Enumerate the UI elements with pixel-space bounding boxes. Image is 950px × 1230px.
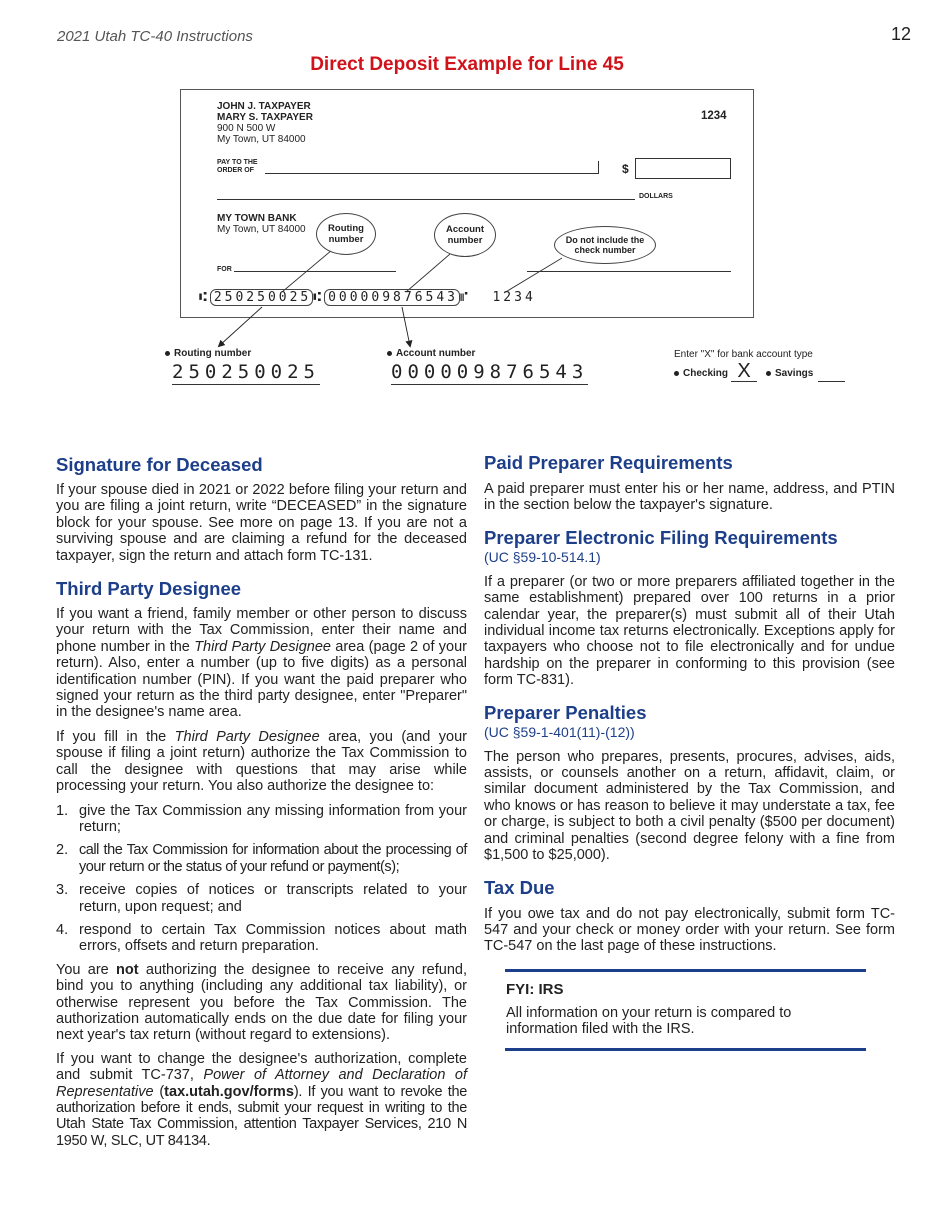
- preparer-penalties-citation: (UC §59-1-401(11)-(12)): [484, 723, 635, 740]
- preparer-efile-text: If a preparer (or two or more preparers affiliated together in the same establishment) prepared over 100 returns in a prior calendar year, the preparer(s) must submit all of their Utah individual income tax returns electronically. Exceptions apply for taxpayers who choose not to file electronically and for undue hardship on the preparer in conforming to this provision (see form TC-831).: [484, 573, 895, 689]
- dollars-label: DOLLARS: [639, 193, 673, 200]
- micr-routing: 250250025: [210, 289, 313, 306]
- right-column: [484, 452, 895, 955]
- pay-to-label-2: ORDER OF: [217, 167, 254, 174]
- preparer-efile-heading: Preparer Electronic Filing Requirements: [484, 526, 838, 548]
- third-party-designee-heading: Third Party Designee: [56, 578, 242, 600]
- bubble-no-check-number: Do not include the check number: [554, 226, 656, 264]
- fyi-text: All information on your return is compared to information filed with the IRS.: [506, 1005, 792, 1038]
- account-type-prompt: Enter "X" for bank account type: [674, 349, 813, 360]
- tax-due-heading: Tax Due: [484, 876, 555, 898]
- micr-onus-symbol: ⑈: [460, 290, 471, 305]
- for-label: FOR: [217, 266, 232, 273]
- account-label: Account number: [387, 348, 475, 359]
- list-item: 1. give the Tax Commission any missing information from your return;: [56, 802, 467, 835]
- bullet-icon: [165, 351, 170, 356]
- bullet-icon: [387, 351, 392, 356]
- tax-due-text: If you owe tax and do not pay electronically, submit form TC-547 and your check or money order with your return. See form TC-547 on the last page of these instructions.: [484, 905, 895, 955]
- list-item: 4. respond to certain Tax Commission notices about math errors, offsets and return preparation.: [56, 921, 467, 955]
- bullet-icon: [766, 371, 771, 376]
- fyi-top-rule: [505, 969, 866, 972]
- routing-value: 250250025: [172, 361, 320, 383]
- account-value: 000009876543: [391, 361, 589, 383]
- savings-label: Savings: [766, 368, 813, 379]
- pay-to-label-1: PAY TO THE: [217, 159, 258, 166]
- payer-address: 900 N 500 W: [217, 123, 276, 134]
- paid-preparer-heading: Paid Preparer Requirements: [484, 452, 733, 473]
- third-party-designee-p4: If you want to change the designee's authorization, complete and submit TC-737, Power of Attorney and Declaration of Representative (tax.utah.gov/forms). If you want to revoke the authorization before it ends, submit your request in writing to the Utah State Tax Commission, attention Taxpayer Services, 210 N 1950 W, SLC, UT 84134.: [56, 1050, 468, 1149]
- micr-transit-symbol: ⑆: [199, 290, 210, 305]
- preparer-penalties-heading: Preparer Penalties: [484, 701, 647, 723]
- payer-name-2: MARY S. TAXPAYER: [217, 112, 313, 123]
- third-party-designee-p3: You are not authorizing the designee to receive any refund, bind you to anything (including any additional tax liability), or otherwise represent you before the Tax Commission. The authorization automatically ends on the due date for filing your next year's tax return (without regard to extensions).: [56, 961, 467, 1044]
- page-number: 12: [891, 24, 912, 44]
- micr-separator-symbol: ⑆: [313, 290, 325, 305]
- bank-name: MY TOWN BANK: [217, 213, 297, 224]
- third-party-designee-p1: If you want a friend, family member or other person to discuss your return with the Tax Commission, enter their name and phone number in the Third Party Designee area (page 2 of your return). Also, enter a number (up to five digits) as a personal identification number (PIN). If you want the paid preparer who signed your return as the third party designee, enter "Preparer" in the designee's name area.: [56, 606, 468, 721]
- bank-city: My Town, UT 84000: [217, 224, 306, 235]
- bubble-routing: Routing number: [316, 213, 376, 255]
- list-item: 3. receive copies of notices or transcripts related to your return, upon request; and: [56, 882, 467, 915]
- fyi-title: FYI: IRS: [506, 981, 564, 998]
- routing-label: Routing number: [165, 348, 251, 359]
- preparer-efile-citation: (UC §59-10-514.1): [484, 548, 601, 565]
- checking-label: Checking: [674, 368, 728, 379]
- left-column: [56, 454, 467, 1149]
- third-party-designee-p2: If you fill in the Third Party Designee area, you (and your spouse if filing a joint return) authorize the Tax Commission to call the designee with questions that may arise while processing your return. You also authorize the designee to:: [56, 728, 467, 795]
- payer-name-1: JOHN J. TAXPAYER: [217, 101, 311, 112]
- example-title: Direct Deposit Example for Line 45: [310, 54, 624, 75]
- payer-city: My Town, UT 84000: [217, 134, 306, 145]
- list-item: 2. call the Tax Commission for information about the processing of your return or the status of your refund or payment(s);: [56, 842, 467, 875]
- signature-deceased-heading: Signature for Deceased: [56, 454, 263, 475]
- dollar-sign: $: [622, 162, 629, 176]
- savings-blank: [818, 381, 845, 382]
- micr-account: 000009876543: [324, 289, 460, 306]
- running-header: 2021 Utah TC-40 Instructions: [57, 28, 253, 45]
- signature-deceased-text: If your spouse died in 2021 or 2022 before filing your return and you are filing a joint return, write “DECEASED” in the signature block for your spouse. See more on page 13. If you are not a surviving spouse and are claiming a refund for the deceased taxpayer, sign the return and attach form TC-131.: [56, 482, 467, 564]
- pointer-lines: [0, 0, 950, 360]
- paid-preparer-text: A paid preparer must enter his or her name, address, and PTIN in the section below the taxpayer's signature.: [484, 481, 895, 514]
- check-number: 1234: [701, 110, 727, 122]
- designee-authority-list: [56, 803, 467, 955]
- bullet-icon: [674, 371, 679, 376]
- micr-check-number: 1234: [492, 290, 536, 305]
- checking-mark: X: [731, 361, 757, 382]
- preparer-penalties-text: The person who prepares, presents, procures, advises, aids, assists, or counsels another on a return, affidavit, claim, or similar document administered by the Tax Commission, and who knows or has reason to believe it may understate a tax, fee or charge, is subject to both a civil penalty ($500 per document) and criminal penalties (second degree felony with a fine from $1,500 to $25,000).: [484, 748, 895, 864]
- bubble-account: Account number: [434, 213, 496, 257]
- micr-line: [199, 290, 536, 305]
- fyi-bottom-rule: [505, 1048, 866, 1051]
